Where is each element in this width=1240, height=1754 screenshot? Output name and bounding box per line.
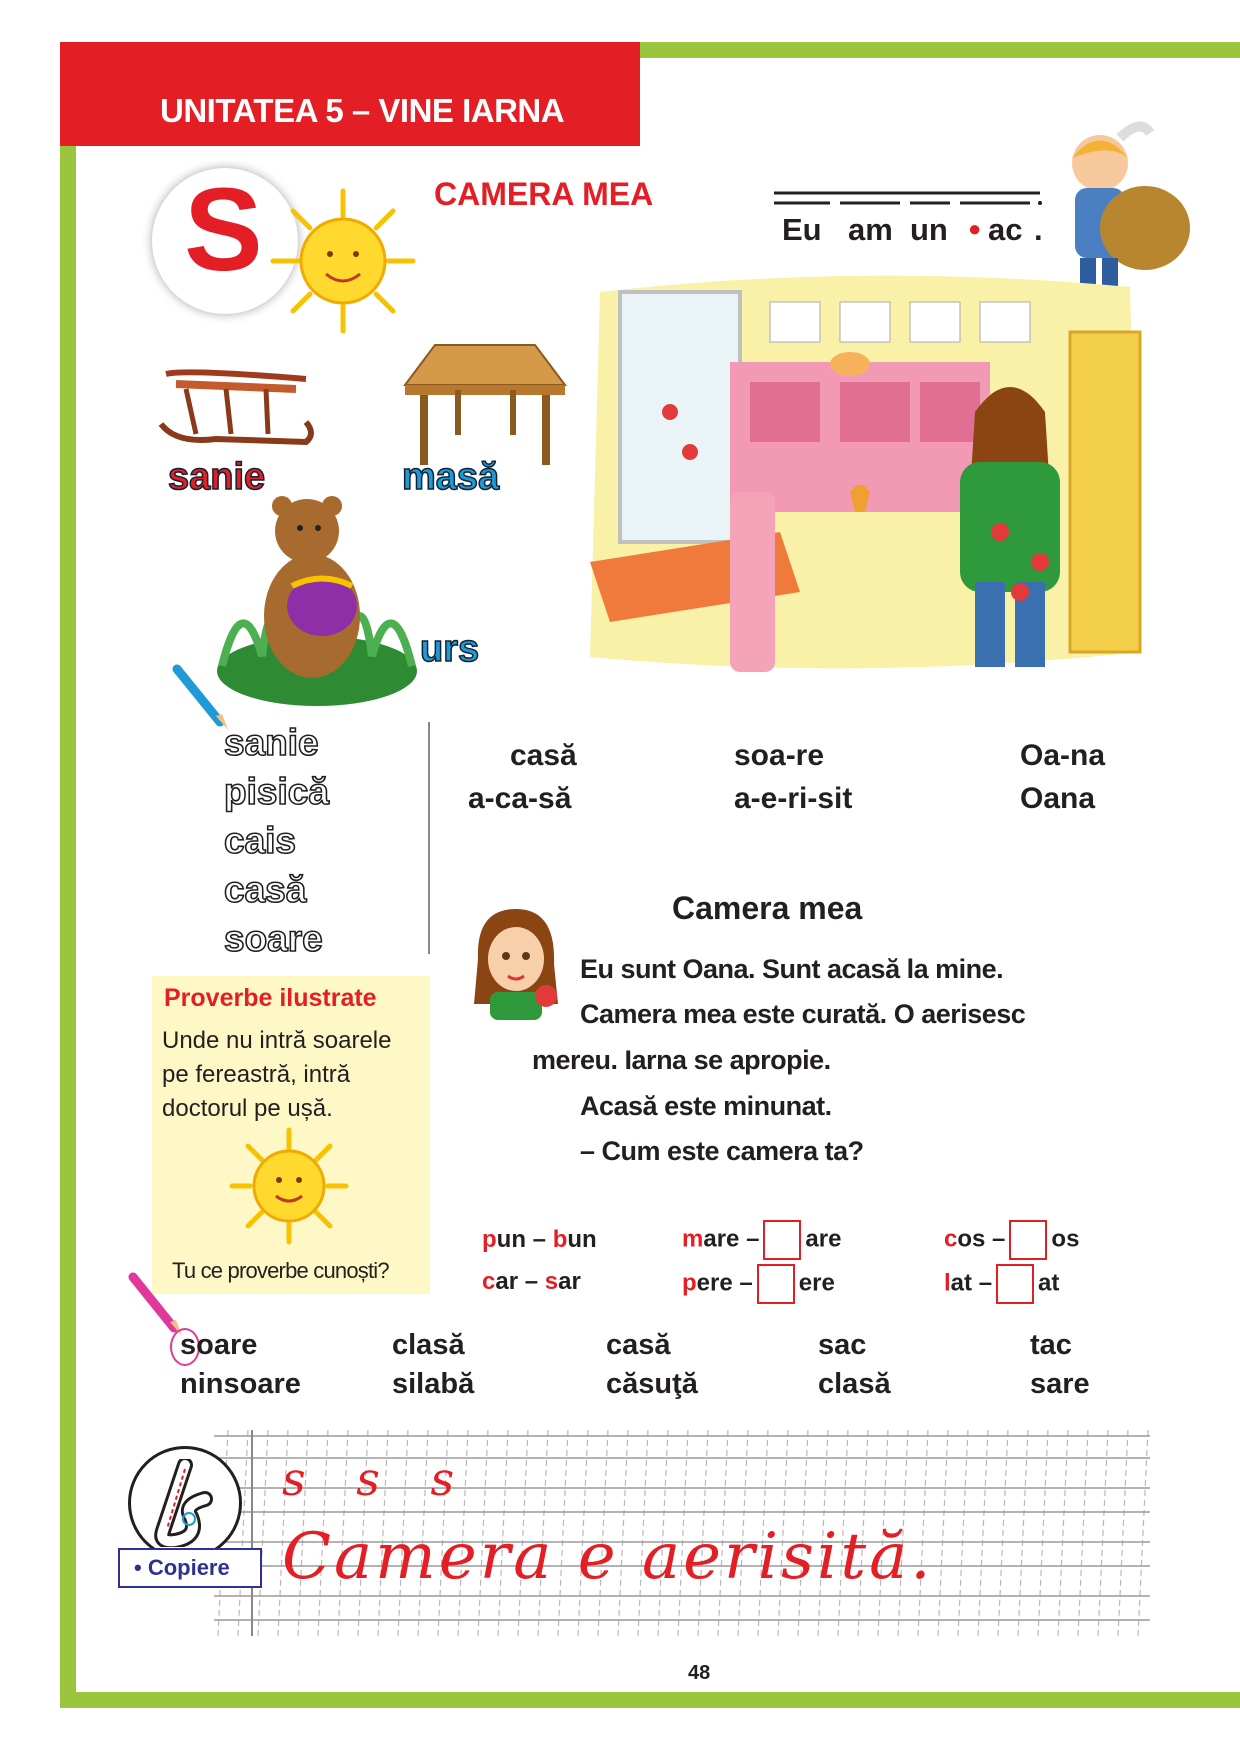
pair-initial: p [682, 1269, 697, 1297]
syllable-word: a-e-ri-sit [734, 782, 853, 815]
unit-title: UNITATEA 5 – VINE IARNA [160, 92, 565, 129]
outline-word: soare [224, 918, 323, 959]
story-line-5: – Cum este camera ta? [580, 1136, 864, 1166]
reading-word-column [1030, 1326, 1090, 1404]
letter-blank-box[interactable] [996, 1264, 1034, 1304]
frame-top-bar [630, 42, 1240, 58]
syllable-word: a-ca-să [468, 782, 572, 815]
proverb-sun-illustration [224, 1126, 354, 1246]
pair-dash: – [992, 1225, 1006, 1253]
outline-word: pisică [224, 771, 329, 812]
pair-dash: – [746, 1225, 760, 1253]
pair-rest: os [957, 1225, 986, 1253]
story-line-2: Camera mea este curată. O aerisesc [580, 999, 1026, 1029]
frame-bottom-bar [60, 1692, 1240, 1708]
word-sled: sanie [168, 456, 266, 498]
reading-word-column [606, 1326, 698, 1404]
scheme-lines [774, 190, 1044, 210]
proverb-line: doctorul pe ușă. [162, 1095, 333, 1122]
pair-initial: m [682, 1225, 704, 1253]
syllable-word: Oa-na [1020, 739, 1106, 772]
reading-word-column [180, 1326, 301, 1404]
story-line-1: Eu sunt Oana. Sunt acasă la mine. [580, 954, 1004, 984]
syllable-word: Oana [1020, 782, 1096, 815]
lesson-letter: S [184, 164, 263, 296]
pair-rest: ar [558, 1268, 581, 1295]
reading-word-column [392, 1326, 474, 1404]
reading-word: tac [1030, 1329, 1072, 1361]
letter-s-tracing-icon [149, 1459, 221, 1547]
scheme-word-1: Eu [782, 212, 822, 247]
scheme-word-4: ac [988, 212, 1023, 247]
word-pair [944, 1220, 1079, 1260]
story-line-4: Acasă este minunat. [580, 1091, 832, 1121]
word-pair [482, 1268, 581, 1296]
letter-blank-box[interactable] [763, 1220, 801, 1260]
pair-initial: c [482, 1268, 496, 1295]
reading-word: sac [818, 1329, 867, 1361]
pair-dash: – [739, 1269, 753, 1297]
proverb-line: pe fereastră, intră [162, 1061, 351, 1088]
outline-word: sanie [224, 722, 319, 763]
proverb-question: Tu ce proverbe cunoști? [172, 1258, 389, 1283]
letter-practice: s s s [282, 1452, 473, 1506]
missing-letter-dot: ● [968, 216, 982, 241]
copy-sentence: Camera e aerisită. [282, 1520, 934, 1594]
pair-initial: p [482, 1226, 497, 1253]
letter-blank-box[interactable] [757, 1264, 795, 1304]
outline-word-list [224, 718, 329, 963]
story-line-3: mereu. Iarna se apropie. [532, 1045, 831, 1075]
pair-rest: ere [696, 1269, 733, 1297]
pair-initial: l [944, 1269, 951, 1297]
word-pair [482, 1226, 597, 1254]
scheme-word-3: un [910, 212, 948, 247]
pair-initial: b [552, 1226, 568, 1253]
reading-word: silabă [392, 1368, 475, 1400]
scheme-end-mark: . [1034, 212, 1043, 247]
reading-word: clasă [392, 1329, 465, 1361]
pair-dash: – [524, 1268, 539, 1295]
word-pair [944, 1264, 1059, 1304]
proverb-line: Unde nu intră soarele [162, 1027, 392, 1054]
sun-illustration [268, 186, 418, 336]
pair-rest: ere [798, 1269, 835, 1297]
lesson-title: CAMERA MEA [434, 176, 654, 212]
reading-word-column [818, 1326, 891, 1404]
column-divider [428, 722, 430, 954]
syllable-group-3 [1020, 734, 1105, 820]
outline-word: casă [224, 869, 307, 910]
word-table: masă [402, 456, 500, 498]
pair-rest: un [567, 1226, 597, 1253]
pair-rest: at [950, 1269, 973, 1297]
reading-word: sare [1030, 1368, 1090, 1400]
syllable-group-2 [734, 734, 852, 820]
syllable-word: casă [510, 739, 577, 772]
pair-dash: – [532, 1226, 547, 1253]
reading-word: ninsoare [180, 1368, 301, 1400]
pair-rest: are [703, 1225, 740, 1253]
syllable-group-1 [468, 734, 577, 820]
proverb-text [162, 1024, 391, 1126]
sentence-scheme [774, 190, 1044, 250]
pair-rest: at [1038, 1269, 1060, 1297]
pair-rest: os [1051, 1225, 1080, 1253]
word-pair [682, 1264, 835, 1304]
pair-rest: un [496, 1226, 526, 1253]
pair-initial: s [544, 1268, 559, 1295]
pair-rest: are [805, 1225, 842, 1253]
syllable-word: soa-re [734, 739, 825, 772]
letter-shape-badge [128, 1446, 242, 1560]
letter-blank-box[interactable] [1009, 1220, 1047, 1260]
table-illustration [400, 340, 570, 470]
proverb-title: Proverbe ilustrate [164, 984, 377, 1012]
copy-label: • Copiere [134, 1555, 230, 1580]
pair-rest: ar [495, 1268, 519, 1295]
bear-illustration [212, 486, 422, 706]
girl-portrait [468, 904, 564, 1020]
word-pair [682, 1220, 841, 1260]
reading-word: casă [606, 1329, 671, 1361]
proverb-box [152, 976, 430, 1294]
page-number: 48 [688, 1662, 711, 1684]
word-bear: urs [420, 628, 480, 670]
reading-word: soare [180, 1329, 258, 1361]
sled-illustration [156, 364, 316, 454]
scheme-word-2: am [848, 212, 893, 247]
pair-dash: – [978, 1269, 993, 1297]
unit-header [60, 42, 640, 146]
frame-left-bar [60, 146, 76, 1708]
copy-label-box [118, 1548, 262, 1588]
pair-initial: c [944, 1225, 958, 1253]
reading-word: clasă [818, 1368, 891, 1400]
room-illustration [580, 262, 1148, 680]
outline-word: cais [224, 820, 297, 861]
pencil-icon [172, 664, 232, 734]
reading-word: căsuţă [606, 1368, 698, 1400]
story-title: Camera mea [672, 890, 863, 926]
